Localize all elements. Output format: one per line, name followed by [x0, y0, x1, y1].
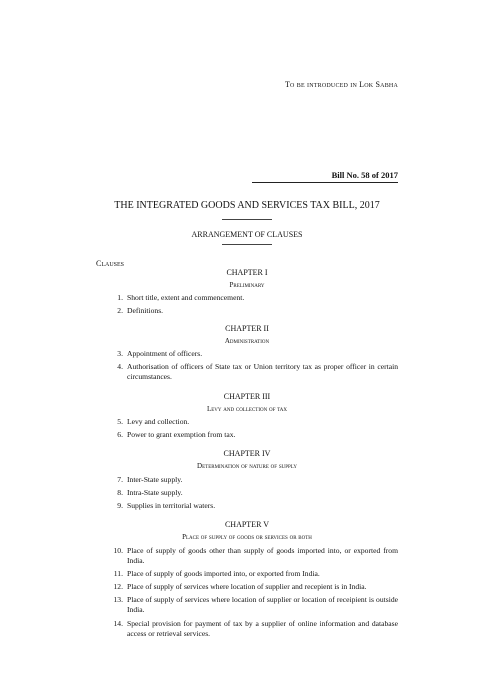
- clause-text: Authorisation of officers of State tax or Union territory tax as proper officer in certain circumstances.: [127, 362, 398, 381]
- clause-number: 5.: [117, 417, 123, 426]
- title-divider: [222, 219, 272, 220]
- arrangement-heading: ARRANGEMENT OF CLAUSES: [191, 230, 303, 239]
- clause-number: 2.: [117, 306, 123, 315]
- clause-number: 3.: [117, 349, 123, 358]
- clause-text: Definitions.: [127, 306, 164, 315]
- clause-number: 12.: [113, 582, 123, 591]
- clause-number: 10.: [113, 546, 123, 555]
- chapter-subtitle: Determination of nature of supply: [197, 462, 297, 470]
- clause-number: 7.: [117, 475, 123, 484]
- clause-text: Inter-State supply.: [127, 475, 183, 484]
- clause-text: Supplies in territorial waters.: [127, 501, 216, 510]
- chapter-heading: CHAPTER I: [226, 268, 268, 277]
- clause-text: Power to grant exemption from tax.: [127, 430, 236, 439]
- bill-number-rule: [252, 182, 398, 183]
- clause-number: 6.: [117, 430, 123, 439]
- clauses-label: Clauses: [96, 259, 125, 268]
- clause-text: Place of supply of services where location of supplier or location of receipient is outside India.: [127, 595, 398, 614]
- bill-number: Bill No. 58 of 2017: [331, 170, 398, 180]
- chapter-heading: CHAPTER V: [224, 520, 270, 529]
- clause-number: 8.: [117, 488, 123, 497]
- chapter-subtitle: Preliminary: [229, 281, 265, 289]
- clause-text: Short title, extent and commencement.: [127, 293, 245, 302]
- chapter-subtitle: Levy and collection of tax: [206, 405, 288, 413]
- chapter-heading: CHAPTER IV: [223, 449, 271, 458]
- chapter-subtitle: Place of supply of goods or services or both: [182, 533, 312, 541]
- clause-text: Place of supply of goods other than supply of goods imported into, or exported from India.: [127, 546, 398, 565]
- clause-number: 4.: [117, 362, 123, 371]
- arrangement-divider: [222, 244, 272, 245]
- clause-text: Levy and collection.: [127, 417, 190, 426]
- clause-text: Place of supply of goods imported into, or exported from India.: [127, 569, 320, 578]
- clause-number: 11.: [113, 569, 123, 578]
- chapter-heading: CHAPTER II: [225, 324, 269, 333]
- chapter-subtitle: Administration: [224, 337, 270, 345]
- clause-text: Place of supply of services where location of supplier and recepient is in India.: [127, 582, 367, 591]
- chapter-heading: CHAPTER III: [223, 392, 271, 401]
- clause-number: 1.: [117, 293, 123, 302]
- clause-text: Special provision for payment of tax by a supplier of online information and database access or retrieval services.: [127, 619, 398, 638]
- clause-text: Appointment of officers.: [127, 349, 203, 358]
- clause-number: 14.: [113, 619, 123, 628]
- introduction-note: To be introduced in Lok Sabha: [284, 80, 398, 89]
- clause-number: 9.: [117, 501, 123, 510]
- bill-title: THE INTEGRATED GOODS AND SERVICES TAX BILL, 2017: [114, 200, 380, 211]
- clause-text: Intra-State supply.: [127, 488, 183, 497]
- clause-number: 13.: [113, 595, 123, 604]
